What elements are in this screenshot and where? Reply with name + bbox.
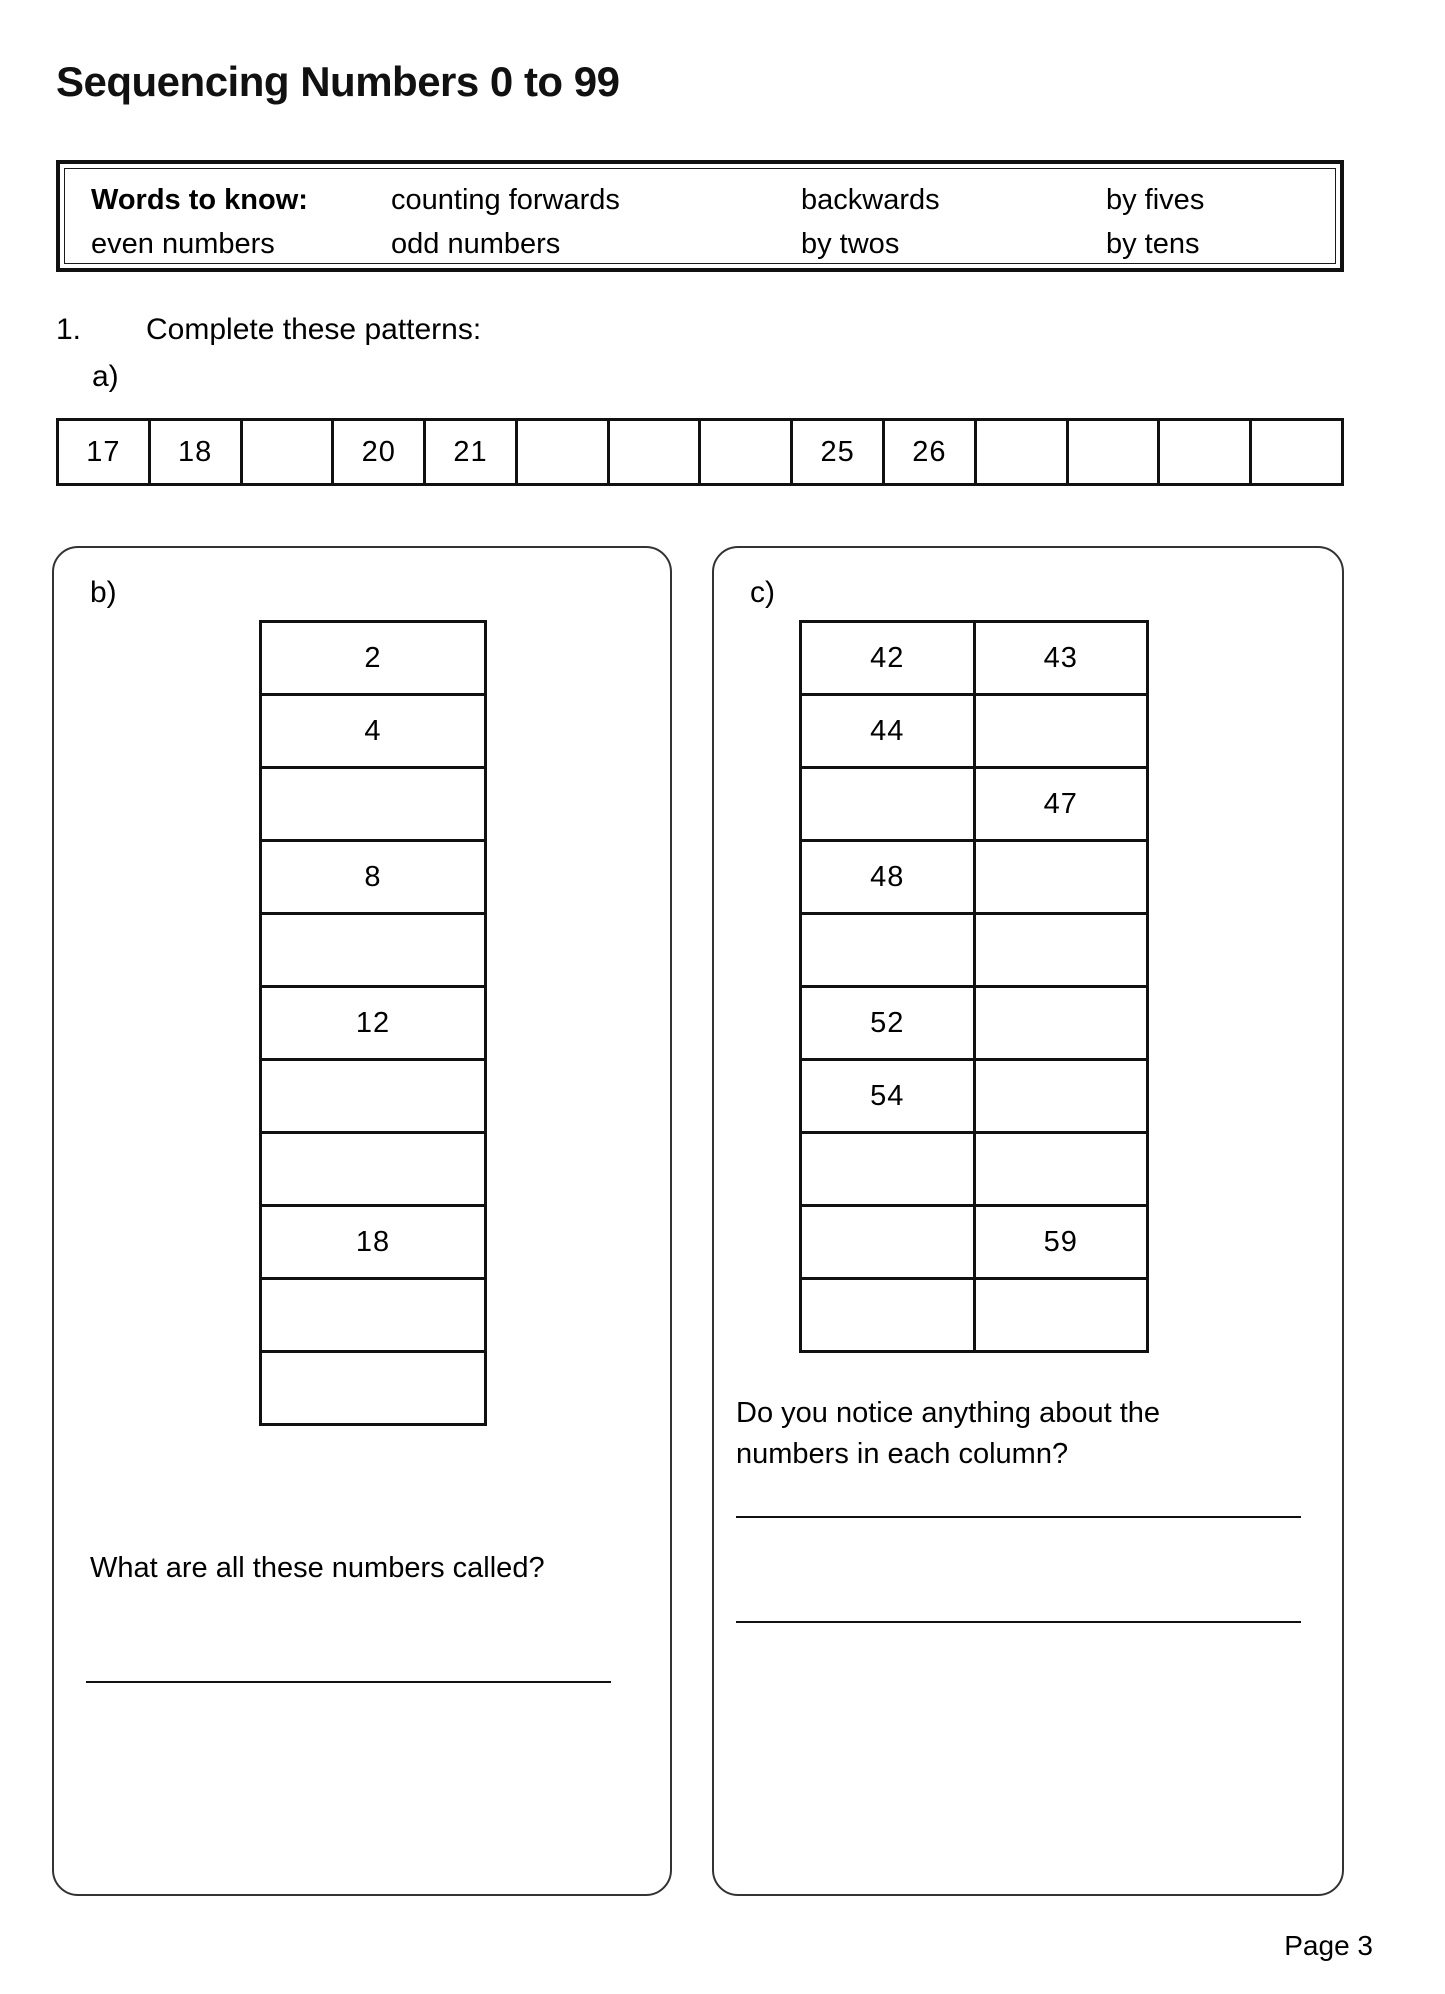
strip-cell[interactable]: 20 bbox=[334, 421, 426, 483]
table-cell[interactable] bbox=[802, 769, 976, 839]
table-cell[interactable]: 42 bbox=[802, 623, 976, 693]
table-cell[interactable]: 54 bbox=[802, 1061, 976, 1131]
table-cell[interactable] bbox=[976, 988, 1147, 1058]
word-counting-forwards: counting forwards bbox=[391, 183, 620, 216]
table-cell[interactable] bbox=[976, 842, 1147, 912]
part-c-answer-line-2[interactable] bbox=[736, 1621, 1301, 1623]
strip-cell[interactable]: 21 bbox=[426, 421, 518, 483]
strip-cell[interactable] bbox=[610, 421, 702, 483]
table-cell[interactable]: 43 bbox=[1043, 641, 1078, 674]
table-row bbox=[802, 842, 1146, 915]
table-cell[interactable] bbox=[976, 915, 1147, 985]
table-cell[interactable] bbox=[976, 1061, 1147, 1131]
strip-cell[interactable] bbox=[1252, 421, 1341, 483]
table-row[interactable] bbox=[262, 769, 484, 842]
table-row[interactable]: 8 bbox=[262, 842, 484, 915]
part-a-label: a) bbox=[92, 360, 119, 393]
part-c-panel bbox=[712, 546, 1344, 1896]
table-cell[interactable] bbox=[976, 1280, 1147, 1350]
strip-cell[interactable] bbox=[977, 421, 1069, 483]
part-a-number-strip bbox=[56, 418, 1344, 486]
table-cell[interactable] bbox=[976, 1134, 1147, 1204]
part-c-table bbox=[799, 620, 1149, 1353]
strip-cell[interactable]: 26 bbox=[885, 421, 977, 483]
table-row[interactable]: 4 bbox=[262, 696, 484, 769]
question-number: 1. bbox=[56, 313, 82, 346]
word-backwards: backwards bbox=[801, 183, 940, 216]
table-row bbox=[802, 696, 1146, 769]
table-cell[interactable]: 47 bbox=[1043, 787, 1078, 820]
table-row bbox=[802, 988, 1146, 1061]
words-to-know-grid bbox=[91, 178, 1327, 259]
page-number: Page 3 bbox=[1284, 1930, 1373, 1961]
table-cell[interactable] bbox=[802, 1207, 976, 1277]
table-row[interactable] bbox=[262, 1061, 484, 1134]
table-cell[interactable] bbox=[802, 1280, 976, 1350]
strip-cell[interactable]: 17 bbox=[59, 421, 151, 483]
table-row bbox=[802, 1207, 1146, 1280]
table-row[interactable] bbox=[262, 915, 484, 988]
strip-cell[interactable] bbox=[701, 421, 793, 483]
part-b-panel bbox=[52, 546, 672, 1896]
table-row bbox=[802, 1061, 1146, 1134]
table-row[interactable]: 2 bbox=[262, 623, 484, 696]
strip-cell[interactable] bbox=[518, 421, 610, 483]
page-title: Sequencing Numbers 0 to 99 bbox=[56, 58, 620, 105]
part-b-table bbox=[259, 620, 487, 1426]
table-row[interactable]: 18 bbox=[262, 1207, 484, 1280]
strip-cell[interactable] bbox=[1069, 421, 1161, 483]
words-to-know-label: Words to know: bbox=[91, 183, 308, 216]
table-cell[interactable]: 59 bbox=[1043, 1225, 1078, 1258]
table-cell[interactable]: 52 bbox=[802, 988, 976, 1058]
table-cell[interactable]: 44 bbox=[802, 696, 976, 766]
word-even-numbers: even numbers bbox=[91, 227, 275, 260]
word-by-tens: by tens bbox=[1106, 227, 1200, 260]
table-row bbox=[802, 769, 1146, 842]
table-row[interactable] bbox=[262, 1280, 484, 1353]
part-c-prompt: Do you notice anything about the numbers in each column? bbox=[736, 1397, 1161, 1471]
table-cell[interactable] bbox=[802, 1134, 976, 1204]
part-c-answer-line-1[interactable] bbox=[736, 1516, 1301, 1518]
table-row[interactable] bbox=[262, 1353, 484, 1426]
words-to-know-box bbox=[56, 160, 1344, 272]
part-b-answer-line[interactable] bbox=[86, 1681, 611, 1683]
table-cell[interactable]: 48 bbox=[802, 842, 976, 912]
question-instruction: Complete these patterns: bbox=[146, 313, 482, 346]
part-c-label: c) bbox=[750, 576, 775, 609]
table-row bbox=[802, 623, 1146, 696]
word-odd-numbers: odd numbers bbox=[391, 227, 561, 260]
word-by-fives: by fives bbox=[1106, 183, 1205, 216]
strip-cell[interactable] bbox=[1160, 421, 1252, 483]
table-row[interactable] bbox=[262, 1134, 484, 1207]
strip-cell[interactable] bbox=[243, 421, 335, 483]
table-row bbox=[802, 1280, 1146, 1353]
strip-cell[interactable]: 25 bbox=[793, 421, 885, 483]
table-row bbox=[802, 915, 1146, 988]
strip-cell[interactable]: 18 bbox=[151, 421, 243, 483]
words-to-know-inner-border bbox=[64, 168, 1336, 264]
table-row bbox=[802, 1134, 1146, 1207]
table-cell[interactable] bbox=[802, 915, 976, 985]
table-cell[interactable] bbox=[976, 696, 1147, 766]
table-row[interactable]: 12 bbox=[262, 988, 484, 1061]
part-b-label: b) bbox=[90, 576, 117, 609]
word-by-twos: by twos bbox=[801, 227, 900, 260]
part-b-prompt: What are all these numbers called? bbox=[90, 1552, 545, 1584]
